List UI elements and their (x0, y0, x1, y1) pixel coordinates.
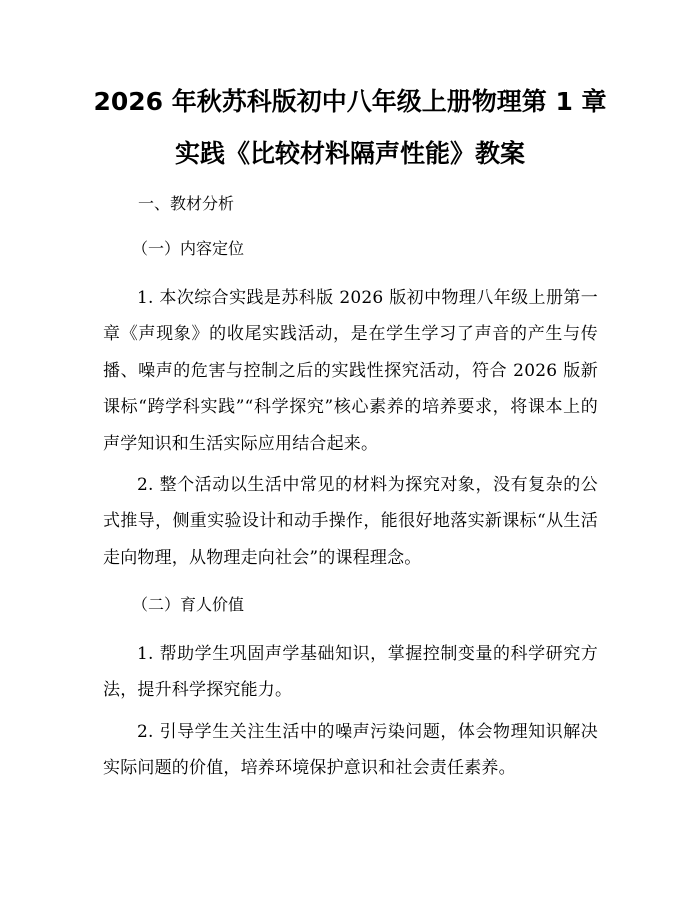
paragraph-content-positioning-1: 1. 本次综合实践是苏科版 2026 版初中物理八年级上册第一章《声现象》的收尾实践活动，是在学生学习了声音的产生与传播、噪声的危害与控制之后的实践性探究活动，符合 2026 版新课标“跨学科实践”“科学探究”核心素养的培养要求，将课本上的声学知识和生活实际应用结合起来。 (103, 288, 598, 454)
paragraph-content-positioning-2: 2. 整个活动以生活中常见的材料为探究对象，没有复杂的公式推导，侧重实验设计和动手操作，能很好地落实新课标“从生活走向物理，从物理走向社会”的课程理念。 (103, 475, 598, 568)
subsection-heading-educational-value: （二）育人价值 (132, 595, 245, 614)
subsection-heading-content-positioning: （一）内容定位 (132, 239, 245, 258)
section-heading-textbook-analysis: 一、教材分析 (138, 194, 235, 213)
document-title-line-1: 2026 年秋苏科版初中八年级上册物理第 1 章 (93, 87, 607, 116)
document-title-line-2: 实践《比较材料隔声性能》教案 (174, 139, 525, 168)
paragraph-educational-value-2: 2. 引导学生关注生活中的噪声污染问题，体会物理知识解决实际问题的价值，培养环境保护意识和社会责任素养。 (103, 722, 598, 779)
paragraph-educational-value-1: 1. 帮助学生巩固声学基础知识，掌握控制变量的科学研究方法，提升科学探究能力。 (103, 644, 598, 701)
